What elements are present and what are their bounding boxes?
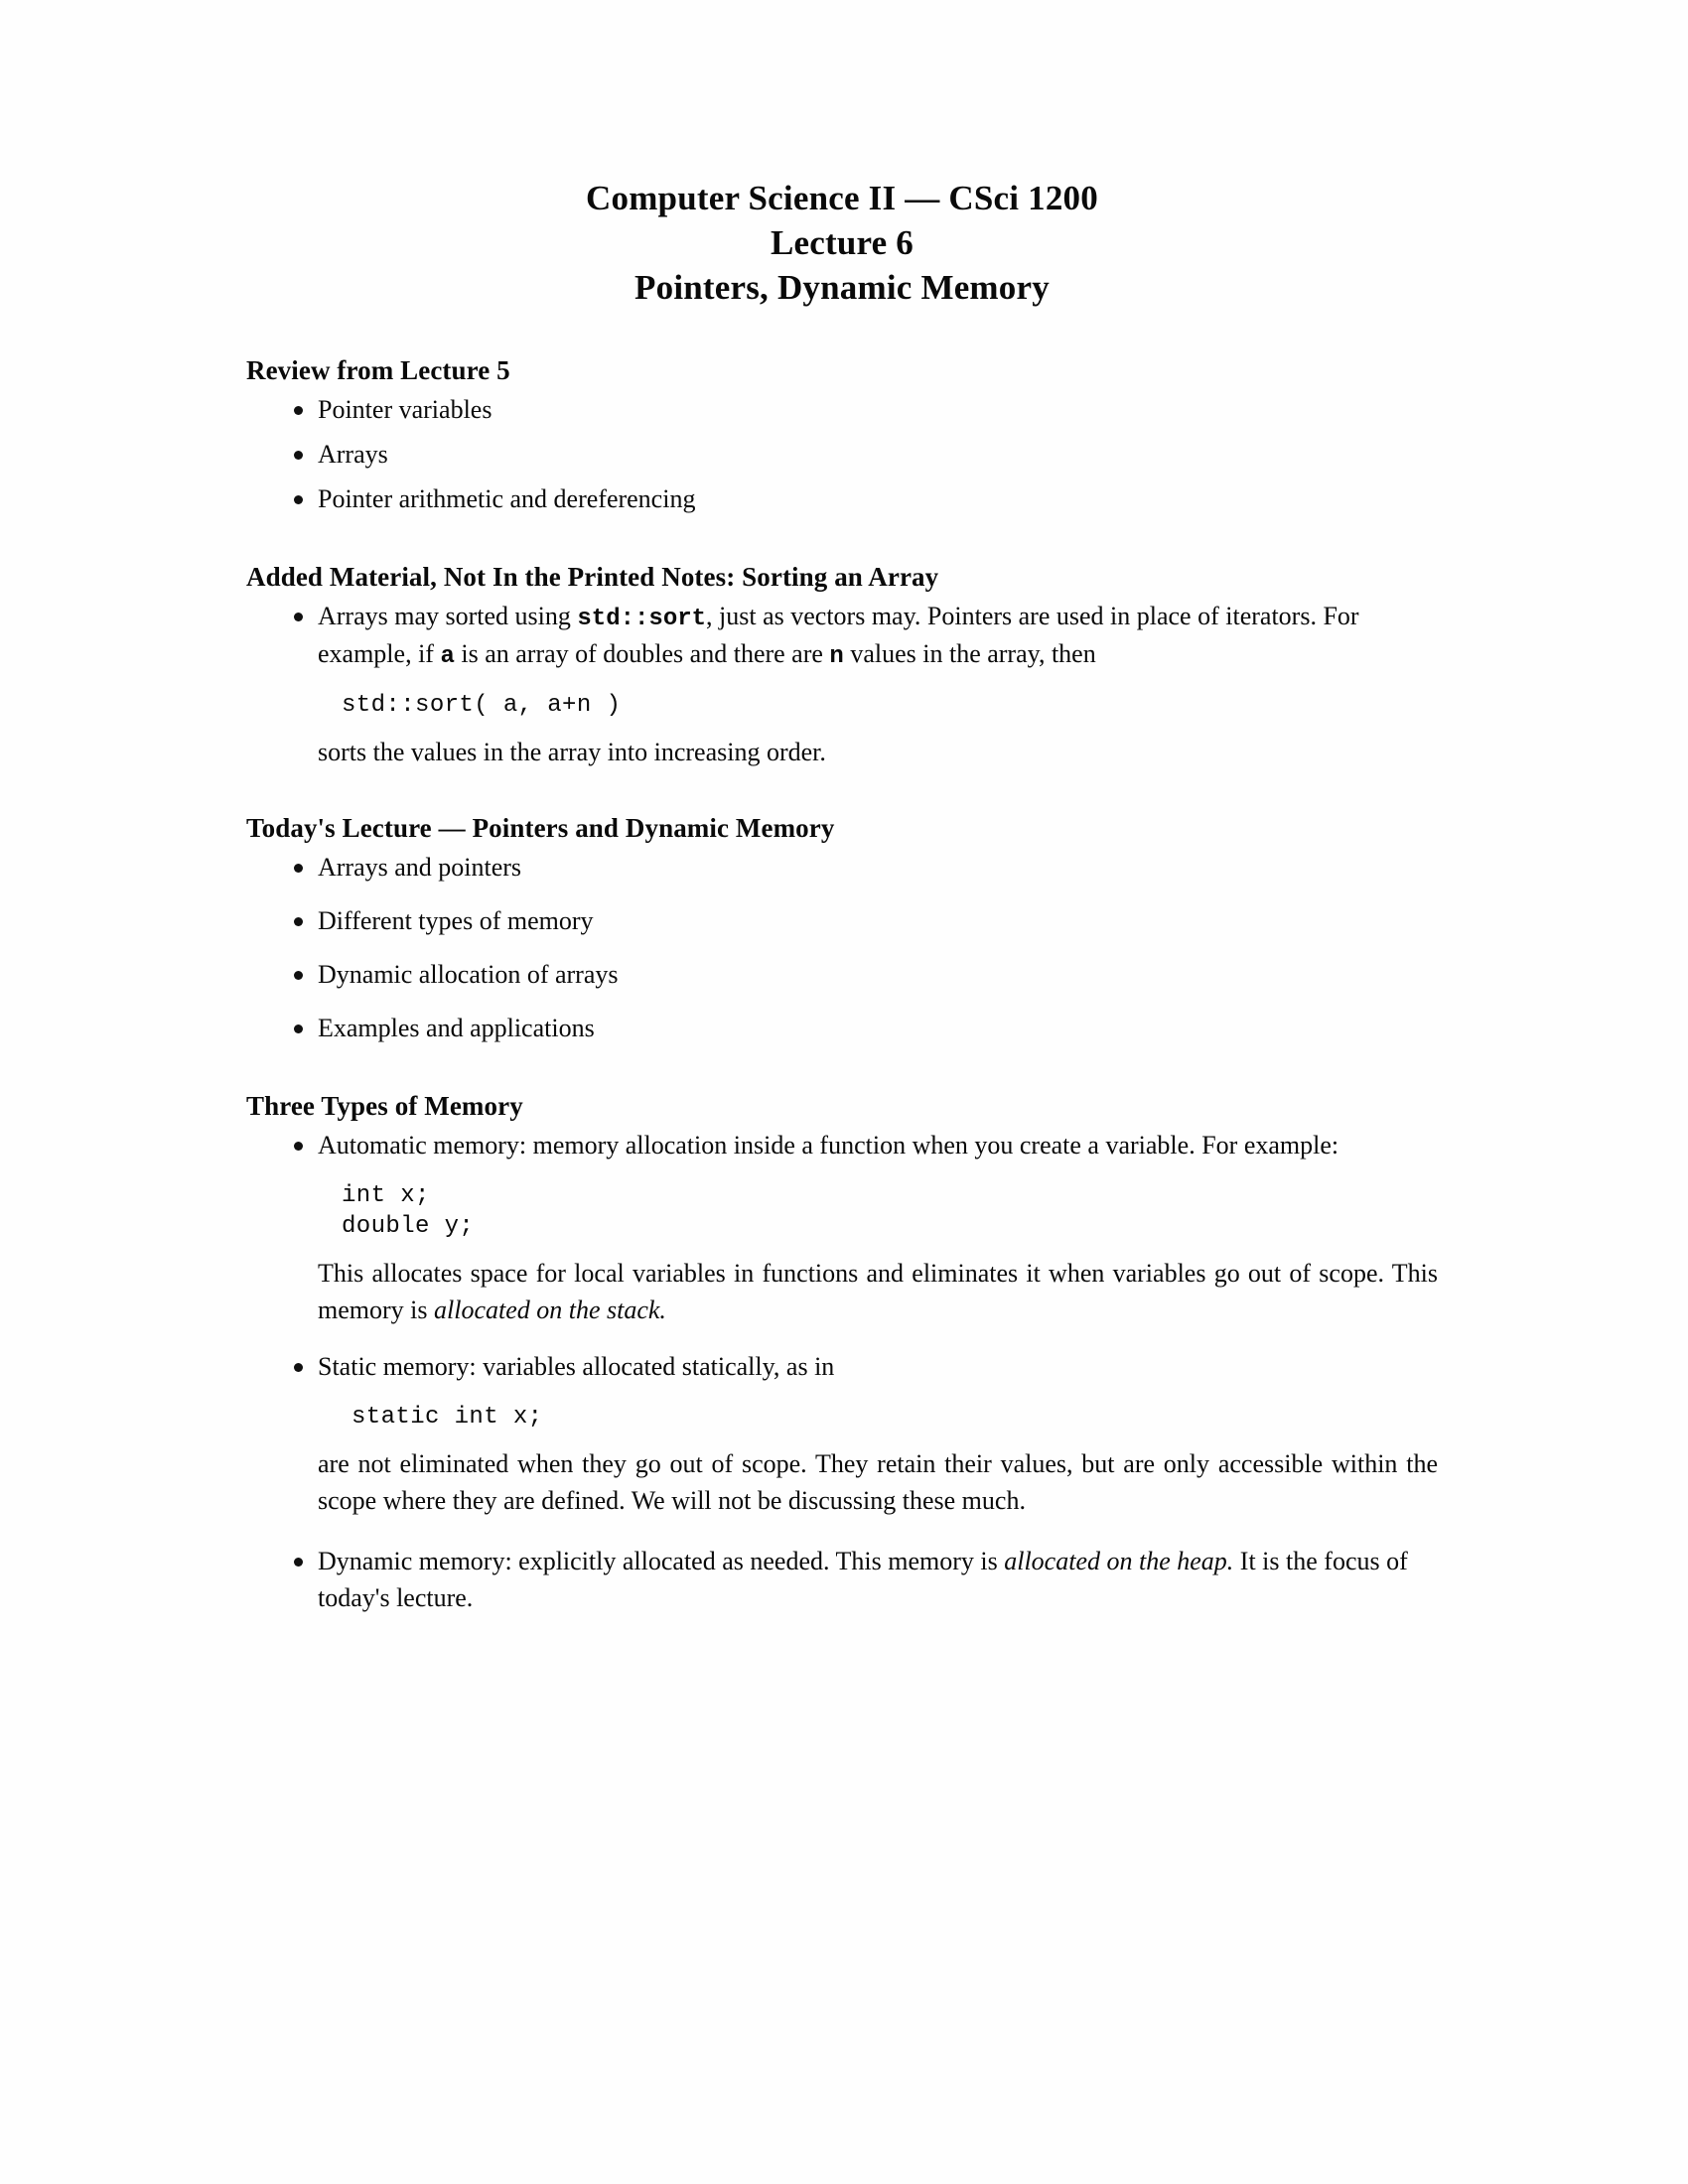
title-line-topic: Pointers, Dynamic Memory xyxy=(634,267,1050,307)
list-item xyxy=(246,957,1438,994)
dynamic-memory-text-plain: Dynamic memory: explicitly allocated as needed. This memory is xyxy=(318,1546,1005,1575)
sorting-text-part-2: , just as vectors may. Pointers are used in place of iterators. For example, if xyxy=(318,602,1359,669)
sorting-text-part-1: Arrays may sorted using xyxy=(318,602,578,631)
code-block-automatic-memory xyxy=(318,1180,1438,1242)
list-item xyxy=(246,437,1438,474)
section-three-types-of-memory xyxy=(246,1091,1438,1617)
added-material-list xyxy=(246,599,1438,771)
inline-code-n: n xyxy=(829,643,844,671)
code-line: static int x; xyxy=(352,1403,543,1431)
inline-code-std-sort: std::sort xyxy=(577,606,707,633)
bullet-dot-icon xyxy=(294,864,303,873)
title-line-course: Computer Science II — CSci 1200 xyxy=(586,179,1098,217)
bullet-dot-icon xyxy=(294,1558,303,1567)
inline-code-a: a xyxy=(440,643,455,671)
bullet-dot-icon xyxy=(294,1024,303,1033)
bullet-dot-icon xyxy=(294,495,303,504)
static-memory-follow-text: are not eliminated when they go out of scope. They retain their values, but are only accessible within the scope where they are defined. We will not be discussing these much. xyxy=(318,1449,1438,1516)
section-heading-three-types-of-memory: Three Types of Memory xyxy=(246,1090,523,1121)
list-item-label: Pointer variables xyxy=(318,395,492,425)
automatic-memory-text: Automatic memory: memory allocation inside a function when you create a variable. For example: xyxy=(318,1130,1339,1160)
bullet-dot-icon xyxy=(294,1363,303,1372)
sorting-text-part-4: values in the array, then xyxy=(843,639,1096,669)
sorting-paragraph xyxy=(318,602,1359,671)
bullet-dot-icon xyxy=(294,406,303,415)
memory-types-list xyxy=(246,1128,1438,1617)
code-block-std-sort xyxy=(318,690,1438,721)
list-item xyxy=(246,1011,1438,1047)
section-heading-added-material: Added Material, Not In the Printed Notes: Sorting an Array xyxy=(246,562,939,593)
review-bullet-list xyxy=(246,392,1438,518)
dynamic-memory-text xyxy=(318,1547,1408,1612)
code-line: std::sort( a, a+n ) xyxy=(342,692,622,720)
title-line-lecture: Lecture 6 xyxy=(770,222,914,262)
list-item-label: Arrays and pointers xyxy=(318,853,522,883)
sorting-follow-text: sorts the values in the array into increasing order. xyxy=(318,738,826,767)
list-item-label: Different types of memory xyxy=(318,906,594,936)
list-item-label: Examples and applications xyxy=(318,1014,595,1043)
bullet-dot-icon xyxy=(294,917,303,926)
bullet-dot-icon xyxy=(294,1142,303,1151)
document-title xyxy=(246,177,1438,310)
list-item xyxy=(246,481,1438,518)
static-memory-text: Static memory: variables allocated statically, as in xyxy=(318,1352,835,1382)
list-item xyxy=(246,1128,1438,1329)
code-block-static-memory xyxy=(318,1402,1438,1433)
section-added-material xyxy=(246,562,1438,771)
list-item xyxy=(246,392,1438,429)
bullet-dot-icon xyxy=(294,613,303,621)
automatic-memory-follow-italic: allocated on the stack. xyxy=(434,1296,666,1325)
code-line: int x; xyxy=(342,1181,430,1209)
dynamic-memory-text-italic: allocated on the heap. xyxy=(1004,1546,1234,1575)
todays-lecture-list xyxy=(246,850,1438,1047)
section-todays-lecture xyxy=(246,813,1438,1047)
sorting-text-part-3: is an array of doubles and there are xyxy=(454,639,830,669)
bullet-dot-icon xyxy=(294,451,303,460)
list-item xyxy=(246,1349,1438,1520)
list-item xyxy=(246,850,1438,887)
automatic-memory-follow-text xyxy=(318,1256,1438,1329)
list-item xyxy=(246,599,1438,771)
code-line: double y; xyxy=(342,1213,475,1241)
automatic-memory-follow-plain: This allocates space for local variables in functions and eliminates it when variables go out of scope. This memory is xyxy=(318,1259,1438,1325)
dynamic-memory-text-tail: It is the focus of today's lecture. xyxy=(318,1546,1408,1612)
list-item-label: Dynamic allocation of arrays xyxy=(318,960,619,990)
list-item xyxy=(246,1544,1438,1617)
bullet-dot-icon xyxy=(294,971,303,980)
page-content xyxy=(246,177,1438,1617)
list-item-label: Pointer arithmetic and dereferencing xyxy=(318,484,696,514)
section-heading-todays-lecture: Today's Lecture — Pointers and Dynamic Memory xyxy=(246,813,835,844)
section-heading-review: Review from Lecture 5 xyxy=(246,355,510,386)
list-item-label: Arrays xyxy=(318,440,388,470)
list-item xyxy=(246,903,1438,940)
section-review xyxy=(246,355,1438,518)
